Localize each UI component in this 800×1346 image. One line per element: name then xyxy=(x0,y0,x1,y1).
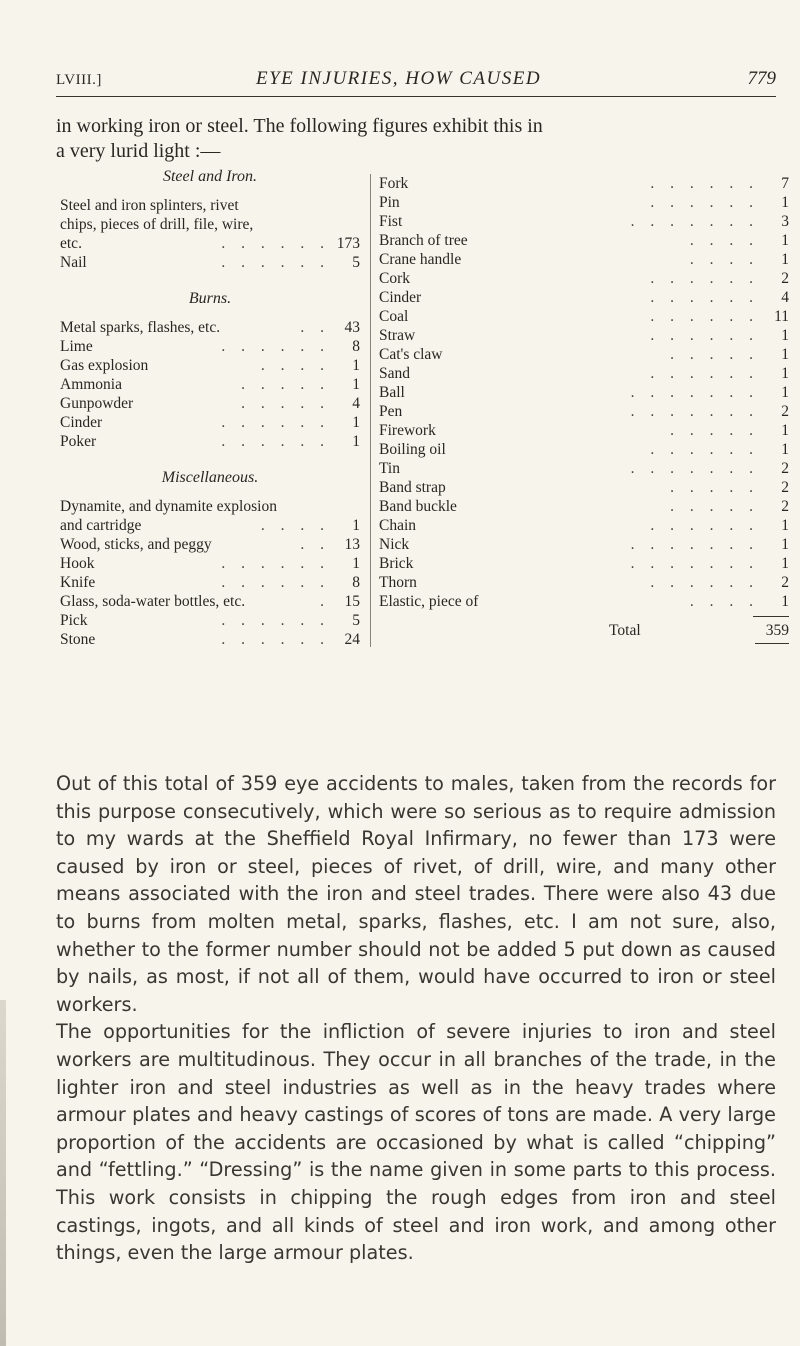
row-label: Hook xyxy=(60,555,95,572)
table-row xyxy=(379,554,789,573)
leader-dots: . . . . . xyxy=(670,498,759,515)
row-label: Pick xyxy=(60,612,88,629)
row-label: Tin xyxy=(379,460,400,477)
row-label: Thorn xyxy=(379,574,417,591)
row-label: Pen xyxy=(379,403,403,420)
table-row xyxy=(60,318,360,337)
intro-text xyxy=(56,114,776,164)
row-label: Ball xyxy=(379,384,405,401)
leader-dots: . . . . xyxy=(260,357,330,374)
row-value: 8 xyxy=(352,574,360,591)
table-row xyxy=(379,288,789,307)
leader-dots: . . xyxy=(300,319,330,336)
row-label: Crane handle xyxy=(379,251,462,268)
table-row xyxy=(379,535,789,554)
leader-dots: . . . . . . . xyxy=(630,460,759,477)
left-table-column xyxy=(60,168,360,649)
leader-dots: . . . . . . xyxy=(650,289,759,306)
table-row xyxy=(379,269,789,288)
row-value: 24 xyxy=(344,631,360,648)
table-row xyxy=(60,337,360,356)
leader-dots: . . . . . xyxy=(241,395,330,412)
row-value: 8 xyxy=(352,338,360,355)
row-label: Nick xyxy=(379,536,410,553)
row-label: Cork xyxy=(379,270,410,287)
row-value: 1 xyxy=(781,593,789,610)
body-text xyxy=(56,770,776,1267)
table-row xyxy=(60,375,360,394)
row-value: 3 xyxy=(781,213,789,230)
row-label: Poker xyxy=(60,433,97,450)
row-label: Cinder xyxy=(60,414,103,431)
row-value: 1 xyxy=(781,517,789,534)
total-row xyxy=(379,619,789,643)
row-value: 1 xyxy=(781,251,789,268)
total-double-rule xyxy=(755,643,789,644)
leader-dots: . . . . xyxy=(689,232,759,249)
row-value: 1 xyxy=(352,433,360,450)
leader-dots: . . . . . . xyxy=(650,175,759,192)
row-value: 4 xyxy=(781,289,789,306)
leader-dots: . xyxy=(320,593,330,610)
row-value: 2 xyxy=(781,403,789,420)
table-row xyxy=(60,611,360,630)
row-value: 1 xyxy=(781,555,789,572)
leader-dots: . . . . . . xyxy=(221,433,330,450)
row-value: 5 xyxy=(352,612,360,629)
table-row xyxy=(379,516,789,535)
page-number: 779 xyxy=(747,68,776,89)
row-label: Ammonia xyxy=(60,376,122,393)
leader-dots: . . . . . . . xyxy=(630,213,759,230)
row-value: 2 xyxy=(781,574,789,591)
row-value: 2 xyxy=(781,460,789,477)
table-row xyxy=(379,459,789,478)
table-row xyxy=(379,174,789,193)
row-label: Elastic, piece of xyxy=(379,593,479,610)
section-title-burns: Burns. xyxy=(188,290,232,307)
row-label: Branch of tree xyxy=(379,232,468,249)
row-value: 7 xyxy=(781,175,789,192)
paragraph-2: The opportunities for the infliction of severe injuries to iron and steel workers are multitudinous. They occur in all branches of the trade, in the lighter iron and steel industries as well as in the heavy trades where armour plates and heavy castings of scores of tons are made. A very large proportion of the accidents are occasioned by what is called “chipping” and “fettling.” “Dressing” is the name given in some parts to this process. This work consists in chipping the rough edges from iron and steel castings, ingots, and all kinds of steel and iron work, and among other things, even the large armour plates. xyxy=(56,1020,776,1265)
leader-dots: . . . . . xyxy=(670,422,759,439)
row-label: Wood, sticks, and peggy xyxy=(60,536,212,553)
table-row xyxy=(379,592,789,611)
row-label: Gas explosion xyxy=(60,357,149,374)
total-rule xyxy=(753,616,789,617)
paragraph-1: Out of this total of 359 eye accidents to males, taken from the records for this purpose consecutively, which were so serious as to require admission to my wards at the Sheffield Royal Infirmary, no fewer than 173 were caused by iron or steel, pieces of rivet, of drill, wire, and many other means associated with the iron and steel trades. There were also 43 due to burns from molten metal, sparks, flashes, etc. I am not sure, also, whether to the former number should not be added 5 put down as caused by nails, as most, if not all of them, would have occurred to iron or steel workers. xyxy=(56,772,776,1016)
leader-dots: . . . . . . xyxy=(650,194,759,211)
leader-dots: . . . . . . xyxy=(650,270,759,287)
chapter-marker: LVIII.] xyxy=(56,72,102,88)
leader-dots: . . . . . . xyxy=(650,308,759,325)
table-row xyxy=(60,535,360,554)
leader-dots: . . . . . . . xyxy=(630,536,759,553)
table-row xyxy=(60,356,360,375)
leader-dots: . . . . . . xyxy=(221,631,330,648)
row-label: Stone xyxy=(60,631,96,648)
table-row xyxy=(379,497,789,516)
leader-dots: . . . . . . xyxy=(221,235,330,252)
row-label: Gunpowder xyxy=(60,395,134,412)
table-row xyxy=(379,231,789,250)
row-label: chips, pieces of drill, file, wire, xyxy=(60,216,254,233)
row-value: 1 xyxy=(352,414,360,431)
leader-dots: . . . . . . xyxy=(650,517,759,534)
leader-dots: . . . . . . xyxy=(650,574,759,591)
row-label: Firework xyxy=(379,422,436,439)
leader-dots: . . . . . . xyxy=(221,555,330,572)
row-value: 1 xyxy=(781,365,789,382)
row-label: Coal xyxy=(379,308,409,325)
table-row xyxy=(379,440,789,459)
total-label: Total xyxy=(609,622,641,639)
row-label: Knife xyxy=(60,574,96,591)
row-label: Band buckle xyxy=(379,498,457,515)
total-double-rule-row xyxy=(379,643,789,647)
row-value: 1 xyxy=(781,346,789,363)
row-value: 1 xyxy=(352,357,360,374)
row-value: 173 xyxy=(336,235,360,252)
leader-dots: . . . . . . . xyxy=(630,384,759,401)
row-value: 2 xyxy=(781,270,789,287)
table-row xyxy=(60,497,360,516)
total-value: 359 xyxy=(765,622,789,639)
row-label: Sand xyxy=(379,365,410,382)
row-label: Pin xyxy=(379,194,400,211)
row-value: 43 xyxy=(344,319,360,336)
row-value: 1 xyxy=(781,441,789,458)
table-row xyxy=(379,345,789,364)
leader-dots: . . xyxy=(300,536,330,553)
table-row xyxy=(60,554,360,573)
intro-line-2: a very lurid light :— xyxy=(56,140,221,162)
leader-dots: . . . . . . xyxy=(221,414,330,431)
leader-dots: . . . . . xyxy=(670,479,759,496)
row-value: 2 xyxy=(781,479,789,496)
table-row xyxy=(379,478,789,497)
row-value: 4 xyxy=(352,395,360,412)
table-row xyxy=(60,253,360,272)
table-row xyxy=(379,364,789,383)
table-row xyxy=(379,573,789,592)
leader-dots: . . . . xyxy=(689,593,759,610)
row-label: Dynamite, and dynamite explosion xyxy=(60,498,277,515)
row-label: Chain xyxy=(379,517,417,534)
row-value: 15 xyxy=(344,593,360,610)
table-row xyxy=(60,196,360,234)
row-label: Boiling oil xyxy=(379,441,446,458)
running-header xyxy=(56,68,776,97)
row-label: Cat's claw xyxy=(379,346,443,363)
row-value: 1 xyxy=(352,376,360,393)
row-value: 1 xyxy=(352,555,360,572)
row-value: 11 xyxy=(774,308,789,325)
row-label: Band strap xyxy=(379,479,446,496)
row-label: Fork xyxy=(379,175,409,192)
row-label: Lime xyxy=(60,338,93,355)
leader-dots: . . . . . xyxy=(241,376,330,393)
page-edge-shadow xyxy=(0,1000,6,1346)
row-value: 13 xyxy=(344,536,360,553)
row-value: 1 xyxy=(781,232,789,249)
table-row xyxy=(379,383,789,402)
leader-dots: . . . . . . xyxy=(221,254,330,271)
intro-line-1: in working iron or steel. The following figures exhibit this in xyxy=(56,115,543,137)
table-row xyxy=(379,307,789,326)
leader-dots: . . . . . . xyxy=(221,574,330,591)
leader-dots: . . . . . . xyxy=(650,441,759,458)
table-row xyxy=(379,421,789,440)
running-title: EYE INJURIES, HOW CAUSED xyxy=(256,68,542,89)
leader-dots: . . . . xyxy=(689,251,759,268)
section-title-steel-iron: Steel and Iron. xyxy=(162,168,258,185)
table-row xyxy=(379,250,789,269)
table-row xyxy=(60,573,360,592)
row-label: Nail xyxy=(60,254,87,271)
table-row xyxy=(60,413,360,432)
right-table-column xyxy=(370,174,789,647)
leader-dots: . . . . . xyxy=(670,346,759,363)
table-row xyxy=(379,326,789,345)
row-value: 1 xyxy=(781,327,789,344)
leader-dots: . . . . . . xyxy=(650,365,759,382)
leader-dots: . . . . xyxy=(260,517,330,534)
row-label: Cinder xyxy=(379,289,422,306)
table-row xyxy=(60,234,360,253)
table-row xyxy=(379,193,789,212)
table-row xyxy=(60,630,360,649)
row-value: 5 xyxy=(352,254,360,271)
row-label: etc. xyxy=(60,235,82,252)
row-label: Glass, soda-water bottles, etc. xyxy=(60,593,246,610)
row-value: 1 xyxy=(781,536,789,553)
row-label: Fist xyxy=(379,213,403,230)
table-row xyxy=(379,402,789,421)
section-title-miscellaneous: Miscellaneous. xyxy=(161,469,259,486)
leader-dots: . . . . . . . xyxy=(630,555,759,572)
total-rule-row xyxy=(379,611,789,619)
row-value: 2 xyxy=(781,498,789,515)
row-label: Brick xyxy=(379,555,414,572)
row-label: and cartridge xyxy=(60,517,142,534)
leader-dots: . . . . . . xyxy=(650,327,759,344)
row-label: Straw xyxy=(379,327,416,344)
table-row xyxy=(60,592,360,611)
row-value: 1 xyxy=(781,194,789,211)
leader-dots: . . . . . . . xyxy=(630,403,759,420)
row-value: 1 xyxy=(781,422,789,439)
table-row xyxy=(60,516,360,535)
table-row xyxy=(379,212,789,231)
row-label: Steel and iron splinters, rivet xyxy=(60,197,239,214)
table-row xyxy=(60,394,360,413)
row-value: 1 xyxy=(781,384,789,401)
row-label: Metal sparks, flashes, etc. xyxy=(60,319,221,336)
leader-dots: . . . . . . xyxy=(221,338,330,355)
table-row xyxy=(60,432,360,451)
leader-dots: . . . . . . xyxy=(221,612,330,629)
row-value: 1 xyxy=(352,517,360,534)
